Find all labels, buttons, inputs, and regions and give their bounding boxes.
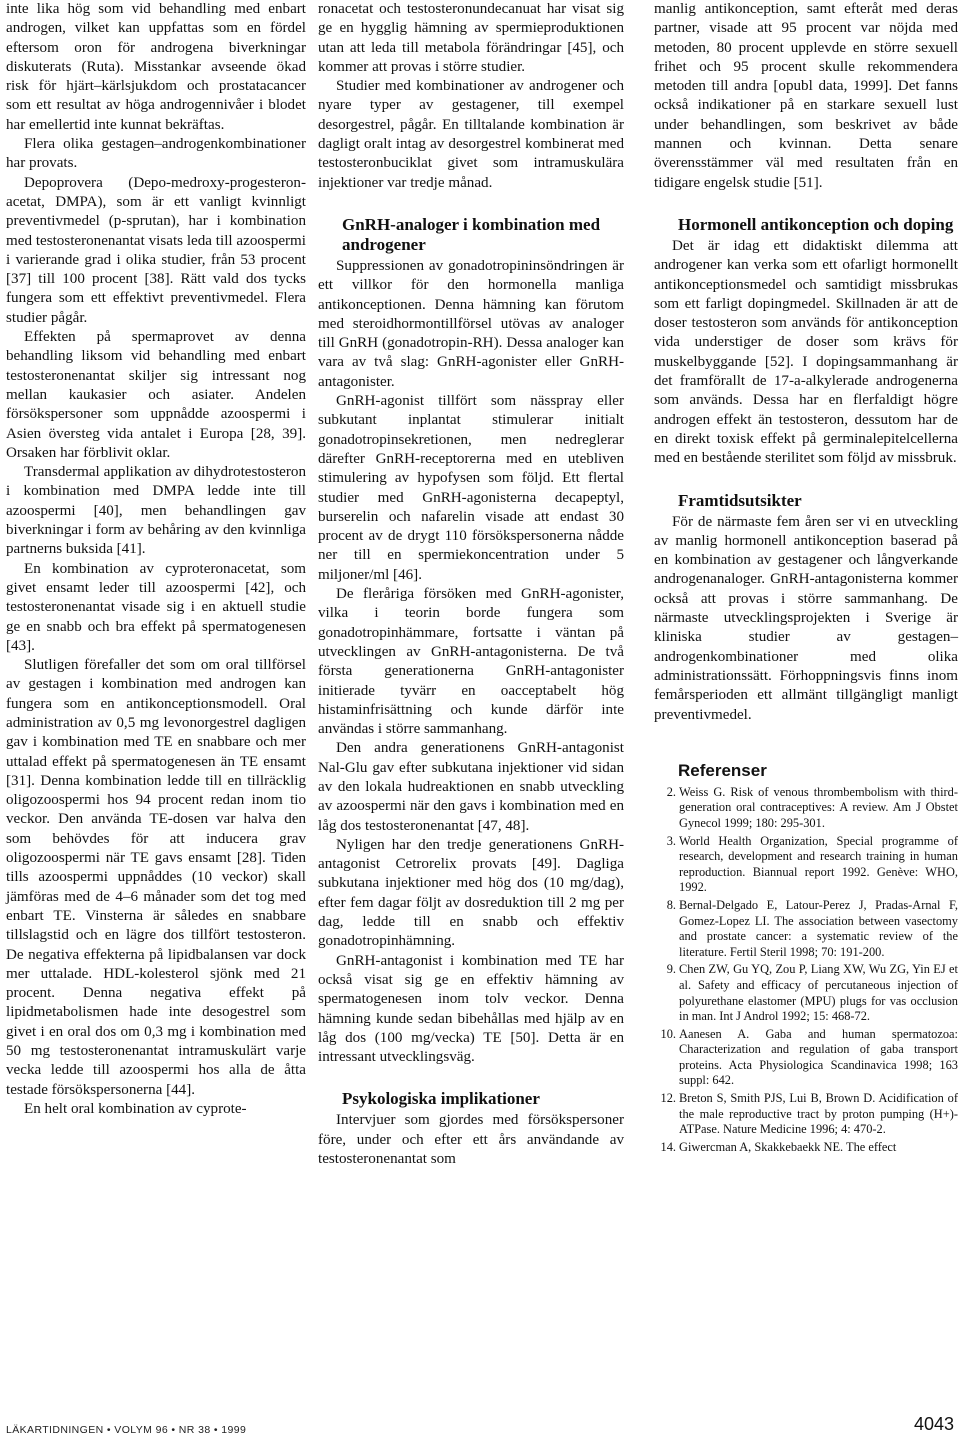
paragraph: Studier med kombinationer av androgener och nyare typer av gestagener, till exempel desorgestrel, pågår. En tilltalande kombination är dagligt oralt intag av desorgestrel kombinerat med testosteronbuciklat givet som intramuskulära injektioner var tredje månad. — [318, 78, 624, 191]
paragraph: En kombination av cyproteronacetat, som givet ensamt leder till azoospermi [42], och testosteronenantat visade sig i en aktuell studie ge en snabb och bra effekt på spermatogenesen [43]. — [6, 560, 306, 654]
reference-item: 3. World Health Organization, Special programme of research, development and research training in human reproduction. Biannual report 1992. Genève: WHO, 1992. — [666, 833, 958, 895]
section-heading-doping: Hormonell antikonception och doping — [678, 214, 954, 234]
paragraph: Slutligen förefaller det som om oral tillförsel av gestagen i kombination med androgen kan fungera som en antikonceptionsmodell. Oral administration av 0,5 mg levonorgestrel dagligen gav i kombination med TE en snabbare och mer uttalad effekt på spermatogenesen än TE ensamt [31]. Denna kombination ledde till en tillräcklig oligozoospermi hos 94 procent redan inom tio veckor. Den använda TE-dosen var halva den som behövdes för att inducera grav oligozoospermi när TE gavs ensamt [28]. Tiden tills azoospermi uppnåddes (10 veckor) skall jämföras med de 4–6 månader som det tog med enbart TE. Vinsterna är således en snabbare tillslagstid och en lägre dos tillfört testosteron. De negativa effekterna på lipidbalansen var dock mer uttalade. HDL-kolesterol sjönk med 21 procent. Denna negativa effekt på lipidmetabolismen hade inte desogestrel som givet i en oral dos om 0,3 mg i kombination med 50 mg testosteronenantat intramuskulärt varje vecka ledde till azoospermi hos alla de åtta testade försökspersonerna [44]. — [6, 657, 306, 1098]
reference-item: 10. Aanesen A. Gaba and human spermatozoa: Characterization and regulation of gaba transport proteins. Acta Physiologica Scandinavica 1998; 163 suppl: 642. — [660, 1026, 958, 1088]
column-3 — [654, 0, 958, 1157]
paragraph: Effekten på spermaprovet av denna behandling liksom vid behandling med enbart testosteronenantat skiljer sig intressant nog mellan kaukasier och asiater. Andelen försökspersoner som uppnådde azoospermi i Asien översteg vida antalet i Europa [28, 39]. Orsaken har förblivit oklar. — [6, 329, 306, 461]
reference-item: 14. Giwercman A, Skakkebaekk NE. The effect — [660, 1139, 897, 1154]
paragraph: En helt oral kombination av cyprote- — [24, 1100, 247, 1117]
paragraph: manlig antikonception, samt efteråt med deras partner, visade att 95 procent var nöjda med metoden, 80 procent upplevde en större sexuell frihet och 95 procent skulle rekommendera metoden till andra [opubl data, 1999]. Det fanns också indikationer på en starkare sexuell lust under behandlingen, som beskrivet av både mannen och kvinnan. Detta senare överensstämmer väl med resultaten från en tidigare engelsk studie [51]. — [654, 1, 958, 191]
paragraph: inte lika hög som vid behandling med enbart androgen, vilket kan uppfattas som en fördel eftersom oron för androgena biverkningar diskuterats (Ruta). Misstankar avseende ökad risk för hjärt–kärlsjukdom och prostatacancer som ett resultat av höga androgennivåer i blodet har emellertid inte kunnat bekräftas. — [6, 1, 306, 133]
section-heading-framtidsutsikter: Framtidsutsikter — [678, 490, 802, 510]
column-1 — [6, 0, 306, 1119]
paragraph: För de närmaste fem åren ser vi en utveckling av manlig hormonell antikonception baserad på en kombination av gestagener och långverkande androgenanaloger. GnRH-antagonisterna kommer också att provas i större sammanhang. De närmaste utvecklingsprojekten i Sverige är kliniska studier av gestagen–androgenkombinationer med olika administrationssätt. Förhoppningsvis finns inom femårsperioden ett allmänt tillgängligt manligt preventivmedel. — [654, 513, 958, 723]
paragraph: Flera olika gestagen–androgenkombinationer har provats. — [6, 136, 306, 172]
section-heading-gnrh: GnRH-analoger i kombination med androgener — [342, 214, 601, 254]
paragraph: Det är idag ett didaktiskt dilemma att androgener kan verka som ett ofarligt hormonellt antikonceptionsmedel och samtidigt missbrukas som ett farligt dopingmedel. Skillnaden är att de doser testosteron som används för antikonception vida understiger de doser som krävs för muskelbyggande [52]. I dopingsammanhang är det framförallt de 17-a-alkylerade androgenerna som används. Dessa har en flerfaldigt högre androgen effekt än testosteron, dessutom har de en direkt toxisk effekt på germinalepitelcellerna med en bestående sterilitet som följd av missbruk. — [654, 237, 958, 467]
references-heading: Referenser — [678, 760, 767, 780]
reference-item: 9. Chen ZW, Gu YQ, Zou P, Liang XW, Wu ZG, Yin EJ et al. Safety and efficacy of percutaneous injection of polyurethane elastomer (MPU) plugs for vas occlusion in man. Int J Androl 1992; 15: 468-72. — [666, 962, 958, 1024]
paragraph: Transdermal applikation av dihydrotestosteron i kombination med DMPA ledde inte till azoospermi [40], men behandlingen gav biverkningar i form av behåring av den kvinnliga partnerns buksida [41]. — [6, 464, 306, 558]
paragraph: ronacetat och testosteronundecanuat har visat sig ge en hygglig hämning av spermieproduktionen utan att leda till metabola förändringar [45], och kommer att provas i större studier. — [318, 1, 624, 75]
column-2 — [318, 0, 624, 1169]
section-heading-psykologiska: Psykologiska implikationer — [342, 1089, 540, 1109]
reference-list — [654, 785, 958, 1156]
paragraph: GnRH-agonist tillfört som nässpray eller subkutant inplantat stimulerar initialt gonadotropinsekretionen, men nedreglerar därefter GnRH-receptorerna med en utebliven stimulering av hypofysen som följd. Ett flertal studier med GnRH-agonisterna decapeptyl, burserelin och nafarelin visade att endast 30 procent av de drygt 110 försökspersonerna nådde ner till en spermiekoncentration under 5 miljoner/ml [46]. — [318, 393, 624, 583]
paragraph: GnRH-antagonist i kombination med TE har också visat sig ge en effektiv hämning av spermatogenesen inom tolv veckor. Denna hämning kunde sedan bibehållas med hjälp av en låg dos (100 mg/vecka) TE [50]. Detta är en intressant utvecklingsväg. — [318, 952, 624, 1066]
paragraph: Nyligen har den tredje generationens GnRH-antagonist Cetrorelix provats [49]. Dagliga subkutana injektioner med hög dos (10 mg/dag), efter fem dagar följt av dosreduktion till 2 mg per dag, ledde till en snabb och effektiv gonadotropinhämning. — [318, 836, 624, 950]
page-number: 4043 — [913, 1414, 954, 1434]
reference-item: 8. Bernal-Delgado E, Latour-Perez J, Pradas-Arnal F, Gomez-Lopez LI. The association between vasectomy and prostate cancer: a systematic review of the literature. Fertil Steril 1998; 70: 191-200. — [666, 897, 958, 959]
journal-footer: LÄKARTIDNINGEN • VOLYM 96 • NR 38 • 1999 — [6, 1424, 247, 1436]
paragraph: Intervjuer som gjordes med försökspersoner före, under och efter ett års användande av testosteronenantat som — [318, 1112, 624, 1168]
reference-item: 2. Weiss G. Risk of venous thrombembolism with third-generation oral contraceptives: A review. Am J Obstet Gynecol 1999; 180: 295-301. — [666, 784, 958, 830]
paragraph: Depoprovera (Depo-medroxy-progesteron-acetat, DMPA), som är ett vanligt kvinnligt preventivmedel (p-sprutan), har i kombination med testosteronenantat visats leda till azoospermi i varierande grad i olika studier, från 53 procent [37] till 100 procent [38]. Rätt vald dos tycks fungera som ett effektivt preventivmedel. Flera studier pågår. — [6, 174, 306, 326]
reference-item: 12. Breton S, Smith PJS, Lui B, Brown D. Acidification of the male reproductive tract by proton pumping (H+)-ATPase. Nature Medicine 1996; 4: 470-2. — [660, 1091, 958, 1137]
paragraph: Suppressionen av gonadotropininsöndringen är ett villkor för den hormonella manliga antikonceptionen. Denna hämning kan förutom med steroidhormontillförsel utövas av analoger till GnRH (gonadotropin-RH). Dessa analoger kan vara av två slag: GnRH-agonister eller GnRH-antagonister. — [318, 257, 624, 390]
paragraph: De fleråriga försöken med GnRH-agonister, vilka i teorin borde fungera som gonadotropinhämmare, fortsatte i väntan på utvecklingen av GnRH-antagonisterna. De två första generationerna GnRH-antagonister initierade tyvärr en oacceptabelt hög histaminfrisättning och kunde därför inte användas i större sammanhang. — [318, 586, 624, 738]
paragraph: Den andra generationens GnRH-antagonist Nal-Glu gav efter subkutana injektioner vid sidan av den lokala hudreaktionen en snabb utveckling av azoospermi när den gavs i kombination med en låg dos testosteronenantat [47, 48]. — [318, 740, 624, 834]
